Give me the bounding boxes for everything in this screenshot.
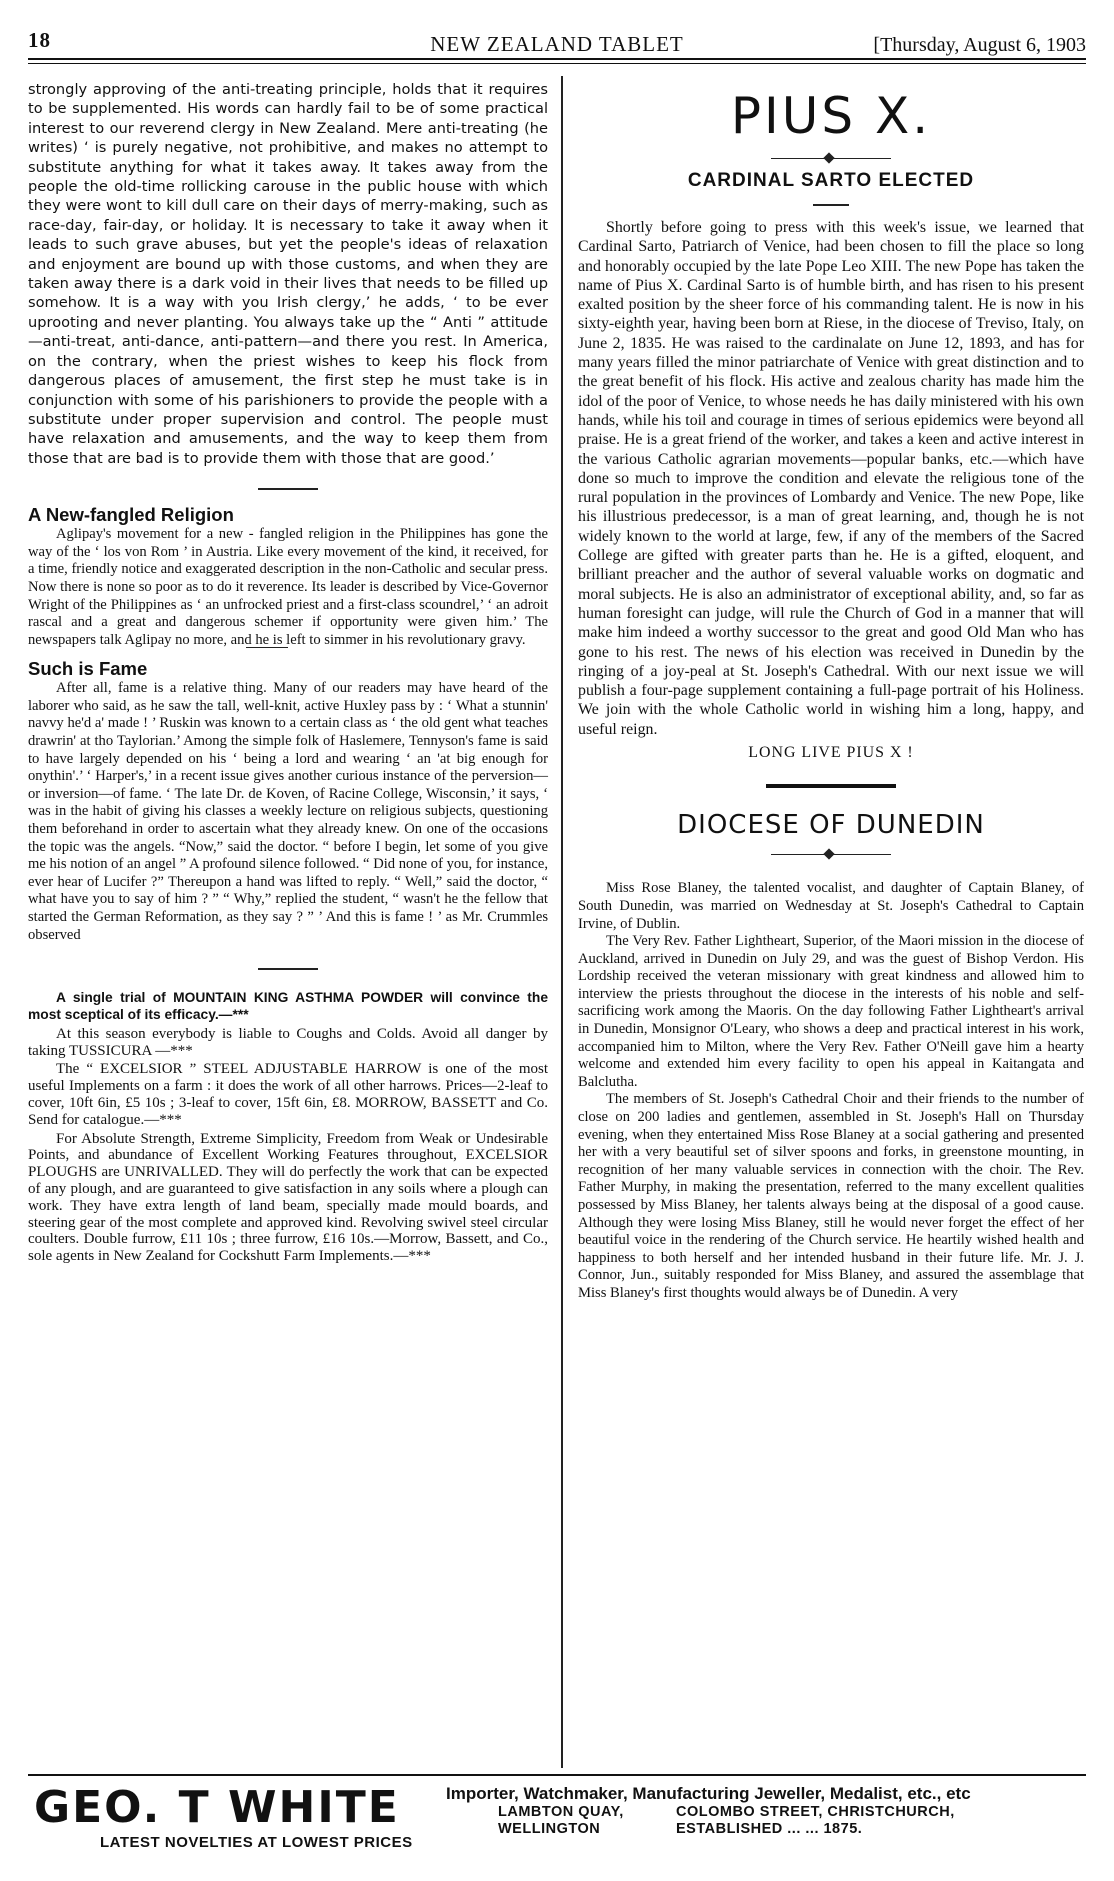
footer-advertisement (28, 1782, 1086, 1862)
diamond-ornament-2 (771, 848, 891, 862)
advert-excelsior-harrow: The “ EXCELSIOR ” STEEL ADJUSTABLE HARROW is one of the most useful Implements on a farm : it does the work of all other harrows. Prices—2-leaf to cover, 10ft 6in, £5 10s ; 3-leaf to cover, 15ft 6in, £8. MORROW, BASSETT and Co. Send for catalogue.—*** (28, 1061, 548, 1128)
diamond-ornament (771, 152, 891, 166)
article-subtitle: CARDINAL SARTO ELECTED (687, 170, 975, 191)
diamond-icon (823, 849, 834, 860)
header-rule (28, 58, 1086, 60)
diamond-icon (823, 152, 834, 163)
continuation-paragraph: strongly approving of the anti-treating principle, holds that it requires to be supplemented. His words can hardly fail to be of some practical interest to our reverend clergy in New Zealand. Mere anti-treating (he writes) ‘ is purely negative, not prohibitive, and makes no attempt to substitute anything for what it takes away. It takes away from the people the old-time rollicking carouse in the public house with which they were wont to kill dull care on their days of merry-making, such as race-day, fair-day, or holiday. It is necessary to take it away when it leads to such grave abuses, but yet the people's ideas of relaxation and enjoyment are bound up with those customs, and when they are taken away there is a dark void in their lives that needs to be filled up somehow. It is a way with you Irish clergy,’ he adds, ‘ to be ever uprooting and never planting. You always take up the “ Anti ” attitude—anti-treat, anti-dance, anti-pattern—and there you rest. In America, on the contrary, when the priest wishes to keep his flock from dangerous places of amusement, the first step he must take is in conjunction with some of his parishioners to provide the people with a substitute under proper supervision and control. The people must have relaxation and amusements, and the way to keep them from those that are bad is to provide them with those that are good.’ (28, 81, 548, 467)
established-line: ESTABLISHED ... ... 1875. (676, 1821, 863, 1837)
address-wellington (498, 1804, 624, 1838)
issue-date: [Thursday, August 6, 1903 (873, 34, 1086, 56)
dunedin-paragraph-3: The members of St. Joseph's Cathedral Choir and their friends to the number of close on 200 ladies and gentlemen, assembled in St. Joseph's Hall on Thursday evening, when they entertained Miss Rose Blaney at a social gathering and presented her with a very beautiful set of silver spoons and forks, in greenstone mounting, in recognition of her many valuable services in connection with the choir. The Rev. Father Murphy, in making the presentation, referred to the many excellent qualities possessed by Miss Blaney, her talents always being at the disposal of a good cause. Although they were losing Miss Blaney, still he would never forget the effect of her beautiful voice in the rendering of the Church service. He heartily wished health and happiness to both herself and her intended husband in their future life. Mr. J. J. Connor, Jun., suitably responded for Miss Blaney, and assured the assemblage that Miss Blaney's first thoughts would always be of Dunedin. A very (578, 1091, 1084, 1301)
subtitle-rule (813, 204, 849, 206)
dunedin-paragraph-2: The Very Rev. Father Lightheart, Superior, of the Maori mission in the diocese of Auckland, arrived in Dunedin on July 29, and was the guest of Bishop Verdon. His Lordship received the veteran missionary with great kindness and allowed him to interview the priests throughout the diocese in the interests of his noble and self-sacrificing work among the Maoris. On the day following Father Lightheart's arrival in Dunedin, Monsignor O'Leary, who shows a deep and practical interest in his work, accompanied him to Milton, where the Very Rev. Father O'Neill gave him a hearty welcome and extended him every facility to open his appeal in Kaitangata and Balclutha. (578, 933, 1084, 1090)
advert-tussicura: At this season everybody is liable to Coughs and Colds. Avoid all danger by taking TUSSICURA —*** (28, 1025, 548, 1059)
closing-line: LONG LIVE PIUS X ! (748, 744, 914, 762)
such-is-fame-body: After all, fame is a relative thing. Many of our readers may have heard of the laborer who said, as he saw the tall, well-knit, active Huxley pass by : ‘ What a stunnin' navvy he'd a' made ! ’ Ruskin was known to a certain class as ‘ the old gent what teaches drawrin' at tho Taylorian.’ Among the simple folk of Haslemere, Tennyson's fame is said to have largely depended on his ‘ being a lord and wearing ‘ an 'at big enough for onythin'.’ ‘ Harper's,’ in a recent issue gives another curious instance of the perversion—or inversion—of fame. ‘ The late Dr. de Koven, of Racine College, Wisconsin,’ it says, ‘ was in the habit of giving his classes a weekly lecture on religious subjects, questioning them beforehand in order to ascertain what they already knew. On one of the occasions the topic was the angels. “Now,” said the doctor. “ before I begin, let some of you give me his notion of an angel ” A profound silence followed. “ Did none of you, for instance, ever hear of Lucifer ?” Thereupon a hand was lifted to reply. “ Well,” said the doctor, “ what have you to say of him ? ” “ Why,” replied the student, “ wasn't he the fellow that started the German Reformation, as they say ? ” ’ And this is fame ! ’ as Mr. Crummles observed (28, 680, 548, 943)
section-title-diocese-of-dunedin: DIOCESE OF DUNEDIN (677, 810, 985, 841)
running-head (28, 22, 1086, 56)
page-number: 18 (28, 28, 51, 52)
address-street-christchurch: COLOMBO STREET, CHRISTCHURCH, (676, 1804, 955, 1820)
column-divider (561, 76, 563, 1768)
right-column (578, 80, 1084, 1303)
advert-mountain-king: A single trial of MOUNTAIN KING ASTHMA POWDER will convince the most sceptical of its efficacy.—*** (28, 990, 548, 1022)
pius-x-article-body: Shortly before going to press with this week's issue, we learned that Cardinal Sarto, Patriarch of Venice, had been chosen to fill the place so long and honorably occupied by the late Pope Leo XIII. The new Pope has taken the name of Pius X. Cardinal Sarto is of humble birth, and has risen to his present exalted position by the sheer force of his commanding talent. He is now in his sixty-eighth year, having been born at Riese, in the diocese of Treviso, Italy, on June 2, 1835. He was raised to the cardinalate on June 12, 1893, and has for many years filled the minor patriarchate of Venice with great distinction and to the great benefit of his flock. His active and zealous charity has made him the idol of the poor of Venice, to whose needs he has daily ministered with his own hands, while his toil and courage in times of serious epidemics were beyond all praise. He is a great friend of the worker, and takes a keen and active interest in the various Catholic agrarian movements—popular banks, etc.—which have done so much to improve the condition and elevate the religious tone of the rural population in the provinces of Lombardy and Venice. The new Pope, like his illustrious predecessor, is a man of great learning, and, though he is not widely known to the world at large, few, if any of the members of the Sacred College are gifted with greater parts than he. He is a gifted, eloquent, and brilliant preacher and the author of several valuable works on dogmatic and moral subjects. He is also an administrator of exceptional ability, and, so far as human foresight can judge, will rule the Church of God in a manner that will make him indeed a worthy successor to the great and good Old Man who has gone to his rest. The news of his election was received in Dunedin by the ringing of a joy-peal at St. Joseph's Cathedral. With our next issue we will publish a four-page supplement containing a full-page portrait of his Holiness. We join with the whole Catholic world in wishing him a long, happy, and useful reign. (578, 219, 1084, 738)
advert-excelsior-ploughs: For Absolute Strength, Extreme Simplicity, Freedom from Weak or Undesirable Points, and abundance of Excellent Working Features throughout, EXCELSIOR PLOUGHS are UNRIVALLED. They will do perfectly the work that can be expected of any plough, and are guaranteed to give satisfaction in any soils where a plough can work. They have extra length of land beam, specially made mould boards, and steering gear of the most complete and approved kind. Revolving swivel steel circular coulters. Double furrow, £11 10s ; three furrow, £16 10s.—Morrow, Bassett, and Co., sole agents in New Zealand for Cockshutt Farm Implements.—*** (28, 1130, 548, 1265)
masthead-title: NEW ZEALAND TABLET (430, 32, 684, 56)
header-rule-thin (28, 63, 1086, 64)
new-fangled-religion-body: Aglipay's movement for a new - fangled religion in the Philippines has gone the way of the ‘ los von Rom ’ in Austria. Like every movement of the kind, it received, for a time, friendly notice and exaggerated description in the non-Catholic and secular press. Now there is none so poor as to do it reverence. Its leader is described by Vice-Governor Wright of the Philippines as ‘ an unfrocked priest and a first-class scoundrel,’ ‘ an adroit rascal and a great and dangerous schemer if opportunity were given him.’ The newspapers talk Aglipay no more, and he is left to simmer in his revolutionary gravy. (28, 526, 548, 648)
section-heading-new-fangled-religion: A New-fangled Religion (28, 504, 234, 526)
thick-divider (766, 784, 896, 788)
dunedin-paragraph-1: Miss Rose Blaney, the talented vocalist, and daughter of Captain Blaney, of South Dunedin, was married on Wednesday at St. Joseph's Cathedral to Captain Irvine, of Dublin. (578, 880, 1084, 932)
section-divider (258, 488, 318, 490)
ads-divider (258, 968, 318, 970)
advertiser-brand: GEO. T WHITE (34, 1782, 400, 1833)
advertiser-description: Importer, Watchmaker, Manufacturing Jeweller, Medalist, etc., etc (446, 1784, 971, 1803)
footer-rule (28, 1774, 1086, 1776)
address-city: WELLINGTON (498, 1821, 601, 1837)
left-column (28, 80, 548, 1265)
address-christchurch (676, 1804, 955, 1838)
section-heading-such-is-fame: Such is Fame (28, 658, 148, 680)
advertiser-tagline: LATEST NOVELTIES AT LOWEST PRICES (100, 1834, 413, 1851)
address-street: LAMBTON QUAY, (498, 1804, 624, 1820)
article-title-pius-x: PIUS X. (730, 87, 932, 145)
